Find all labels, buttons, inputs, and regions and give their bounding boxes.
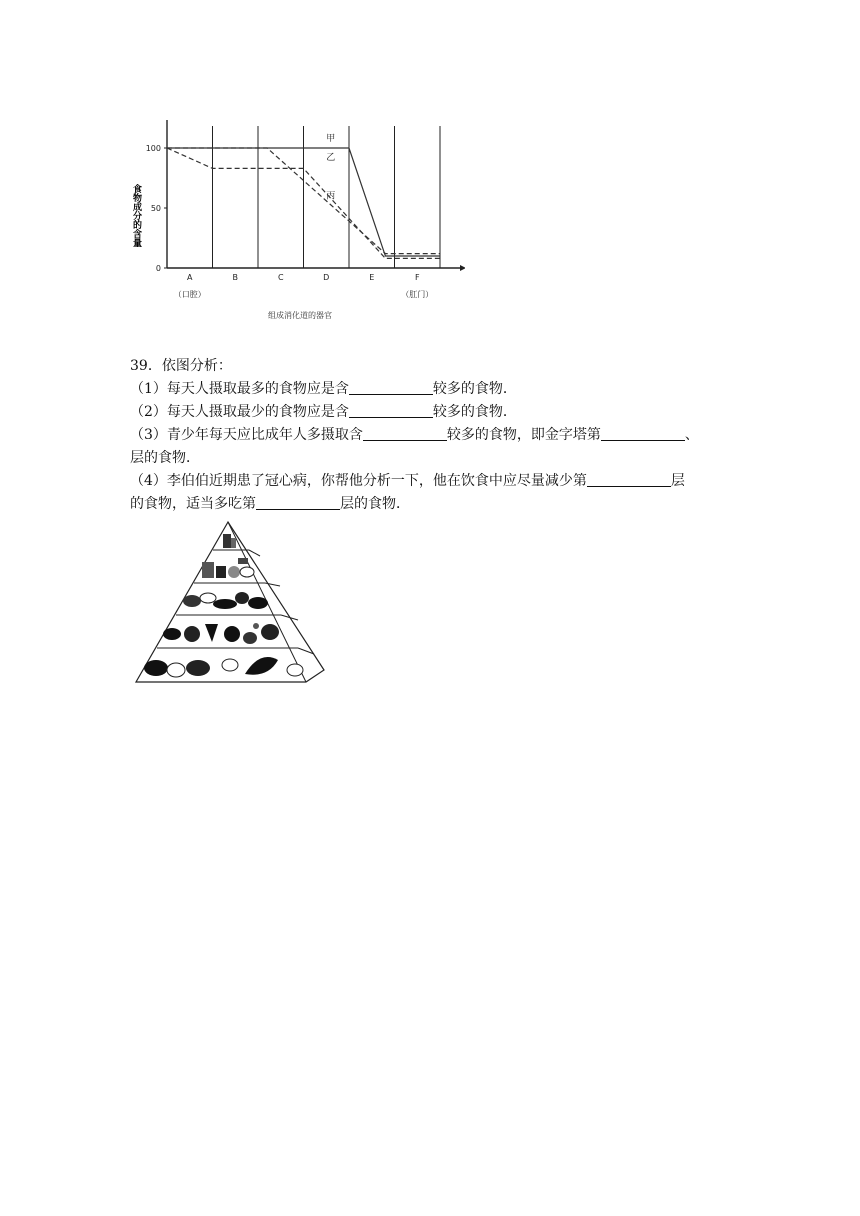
item-3: （3）青少年每天应比成年人多摄取含 较多的食物，即金字塔第 、 [130, 427, 699, 443]
item-3-cont: 层的食物． [130, 450, 200, 466]
y-tick-label: 100 [145, 144, 161, 153]
x-ticks [174, 273, 434, 299]
x-tick-label: D [323, 273, 330, 282]
y-tick-label: 0 [155, 264, 161, 273]
answer-blank-3a[interactable] [363, 425, 447, 441]
answer-blank-3b[interactable] [601, 425, 685, 441]
item-1: （1）每天人摄取最多的食物应是含 较多的食物． [130, 381, 517, 397]
x-axis-label: 组成消化道的器官 [268, 311, 332, 320]
series-label: 甲 [326, 133, 336, 144]
y-axis-label: 食物成分的含量 [131, 184, 141, 247]
answer-blank-1[interactable] [349, 379, 433, 395]
y-tick-label: 50 [150, 204, 161, 213]
item-4: （4）李伯伯近期患了冠心病，你帮他分析一下，他在饮食中应尽量减少第 层 [130, 473, 685, 489]
x-tick-label: B [232, 273, 238, 282]
answer-blank-2[interactable] [349, 402, 433, 418]
digestion-chart [130, 112, 465, 324]
y-ticks [146, 144, 167, 273]
x-tick-label: E [369, 273, 375, 282]
question-title: 39．依图分析： [130, 358, 232, 374]
item-2: （2）每天人摄取最少的食物应是含 较多的食物． [130, 404, 517, 420]
x-tick-note: （肛门） [401, 290, 434, 299]
answer-blank-4b[interactable] [256, 494, 340, 510]
question-39 [130, 355, 740, 516]
series-label: 丙 [326, 191, 336, 202]
x-tick-note: （口腔） [173, 290, 206, 299]
x-tick-label: A [187, 273, 193, 282]
x-tick-label: F [414, 273, 420, 282]
item-4-cont: 的食物，适当多吃第 层的食物． [130, 496, 410, 512]
x-tick-label: C [277, 273, 284, 282]
x-axis-arrow [460, 265, 465, 271]
answer-blank-4a[interactable] [587, 471, 671, 487]
food-pyramid [130, 520, 326, 686]
series-label: 乙 [326, 153, 336, 163]
